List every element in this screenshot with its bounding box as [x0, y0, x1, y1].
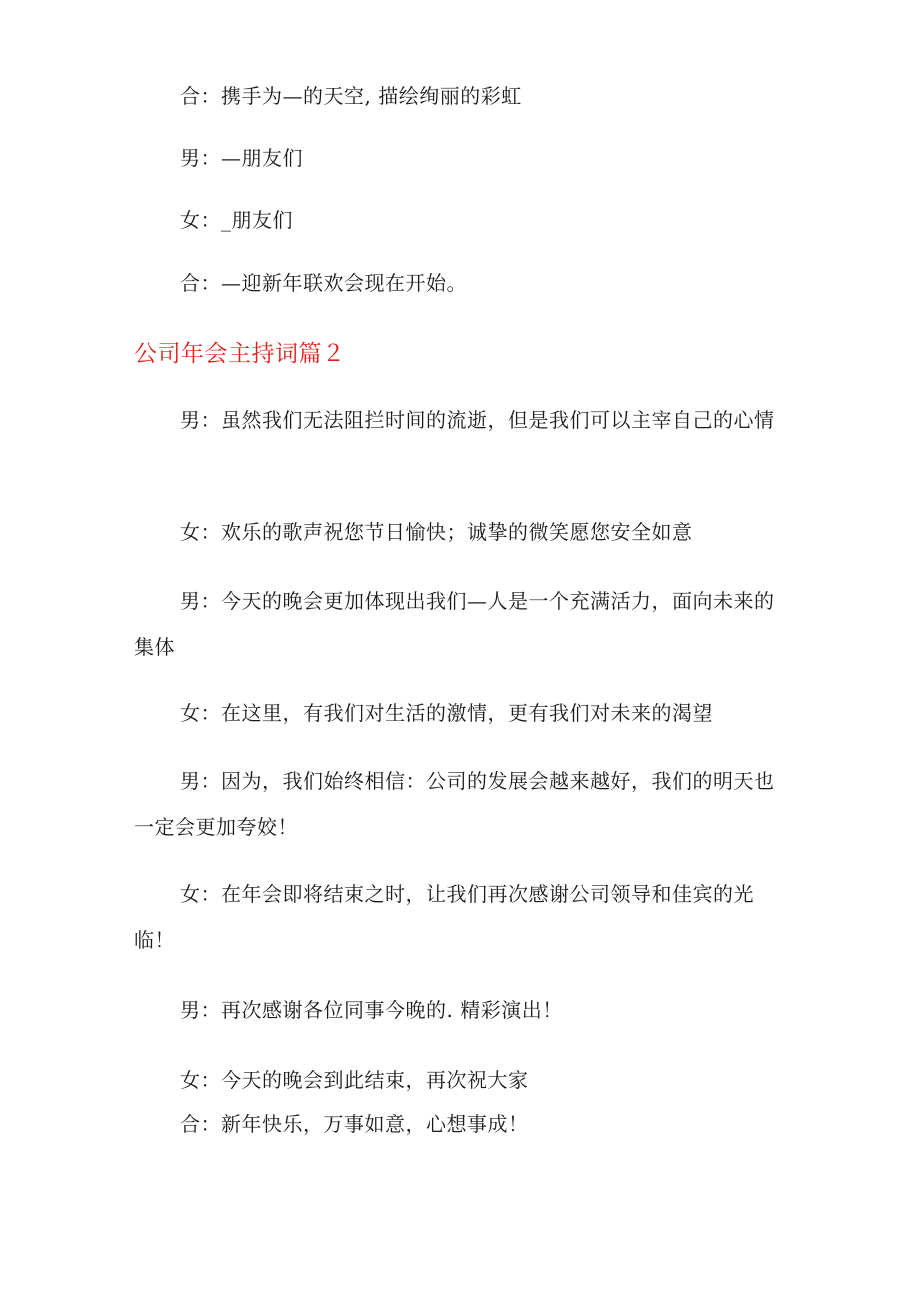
- intro-line-4: 合：—迎新年联欢会现在开始。: [180, 271, 467, 295]
- dialogue-line-5: 男：因为，我们始终相信：公司的发展会越来越好，我们的明天也一定会更加夸姣！: [134, 769, 775, 839]
- dialogue-line-7: 男：再次感谢各位同事今晚的. 精彩演出！: [180, 998, 563, 1022]
- dialogue-line-9: 合：新年快乐，万事如意，心想事成！: [180, 1112, 529, 1136]
- section-heading: 公司年会主持词篇２: [134, 341, 346, 367]
- intro-line-3: 女：_朋友们: [180, 208, 293, 232]
- dialogue-line-8: 女：今天的晚会到此结束，再次祝大家: [180, 1068, 529, 1092]
- dialogue-line-6: 女：在年会即将结束之时，让我们再次感谢公司领导和佳宾的光临！: [134, 882, 754, 952]
- intro-line-1: 合：携手为—的天空, 描绘绚丽的彩虹: [180, 84, 522, 108]
- dialogue-line-1: 男：虽然我们无法阻拦时间的流逝，但是我们可以主宰自己的心情: [180, 408, 775, 432]
- intro-line-2: 男：—朋友们: [180, 146, 303, 170]
- dialogue-line-2: 女：欢乐的歌声祝您节日愉快；诚挚的微笑愿您安全如意: [180, 520, 693, 544]
- dialogue-line-4: 女：在这里，有我们对生活的激情，更有我们对未来的渴望: [180, 701, 713, 725]
- dialogue-line-3: 男：今天的晚会更加体现出我们—人是一个充满活力，面向未来的集体: [134, 589, 775, 659]
